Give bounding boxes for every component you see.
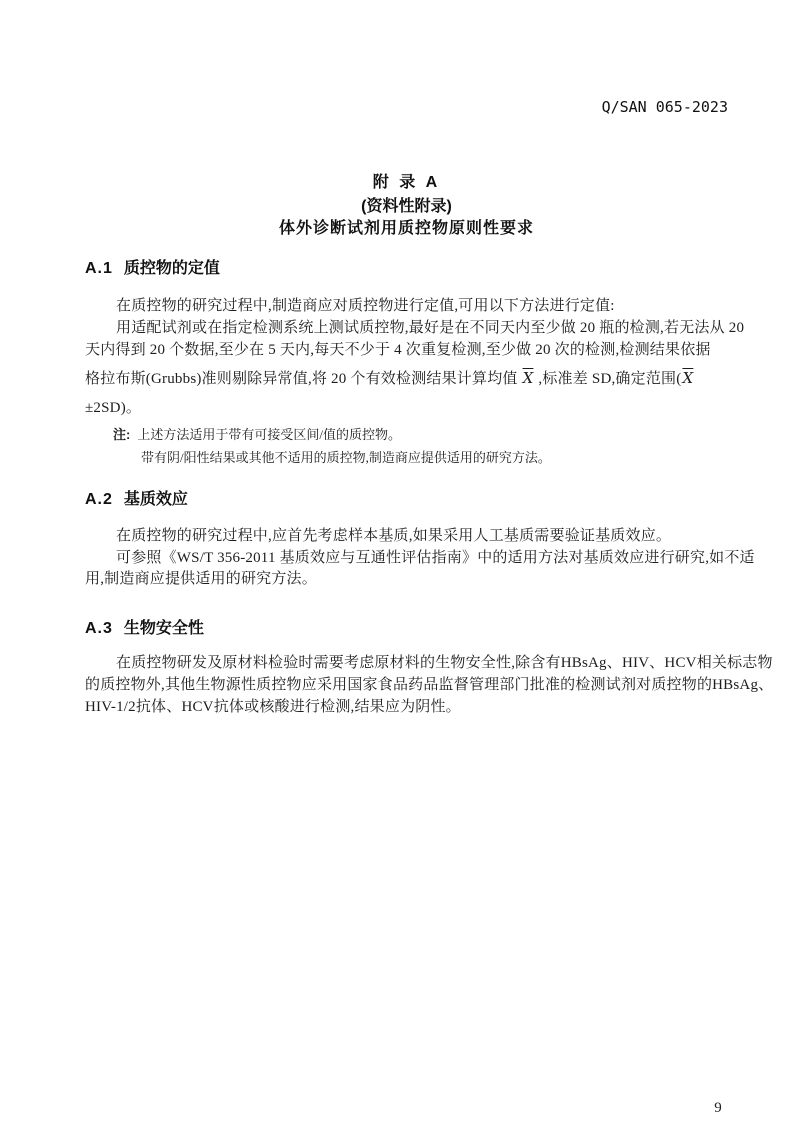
a1-paragraph2-line1: 用适配试剂或在指定检测系统上测试质控物,最好是在不同天内至少做 20 瓶的检测,若无法从 20 [116,320,745,336]
section-a3-title: 生物安全性 [123,620,204,637]
a1-paragraph2-line2: 天内得到 20 个数据,至少在 5 天内,每天不少于 4 次重复检测,至少做 20 次的检测,检测结果依据 [85,342,711,358]
a1-note-line2: 带有阴/阳性结果或其他不适用的质控物,制造商应提供适用的研究方法。 [141,450,551,465]
note-text-1: 上述方法适用于带有可接受区间/值的质控物。 [137,427,401,442]
doc-code-header: Q/SAN 065-2023 [601,98,728,116]
appendix-subtitle: (资料性附录) [361,198,452,215]
a2-paragraph2-line2: 用,制造商应提供适用的研究方法。 [85,571,317,587]
section-a3-number: A.3 [85,620,113,637]
section-a2-number: A.2 [85,491,113,508]
a1-note-line1 [113,426,728,443]
a1-grubbs-text: 格拉布斯(Grubbs)准则剔除异常值,将 20 个有效检测结果计算均值 [85,371,522,387]
a3-paragraph1-line3: HIV-1/2抗体、HCV抗体或核酸进行检测,结果应为阴性。 [85,699,461,715]
x-bar-symbol: $\overline{X}$ [682,369,694,387]
a3-paragraph1-line1: 在质控物研发及原材料检验时需要考虑原材料的生物安全性,除含有HBsAg、HIV、HCV相关标志物 [116,655,773,671]
a1-grubbs-text-mid: ,标准差 SD,确定范围( [534,371,682,387]
section-a3-heading [85,615,728,638]
a1-paragraph2-line4: ±2SD)。 [85,400,142,416]
section-a2-title: 基质效应 [123,491,188,508]
a3-paragraph1-line2: 的质控物外,其他生物源性质控物应采用国家食品药品监督管理部门批准的检测试剂对质控物的HBsAg、 [85,677,774,693]
page-number: 9 [714,1100,722,1116]
note-label: 注: [113,427,131,442]
appendix-main-title: 体外诊断试剂用质控物原则性要求 [278,220,534,237]
appendix-title: 附 录 A [372,174,441,191]
section-a1-title: 质控物的定值 [123,260,220,277]
a1-paragraph1: 在质控物的研究过程中,制造商应对质控物进行定值,可用以下方法进行定值: [116,298,615,314]
section-a1-heading [85,255,728,278]
section-a2-heading [85,486,728,509]
a2-paragraph2-line1: 可参照《WS/T 356-2011 基质效应与互通性评估指南》中的适用方法对基质效应进行研究,如不适 [116,550,755,566]
x-bar-symbol: $\overline{X}$ [522,369,534,387]
section-a1-number: A.1 [85,260,113,277]
a2-paragraph1: 在质控物的研究过程中,应首先考虑样本基质,如果采用人工基质需要验证基质效应。 [116,528,672,544]
a1-paragraph2-line3 [85,369,728,389]
